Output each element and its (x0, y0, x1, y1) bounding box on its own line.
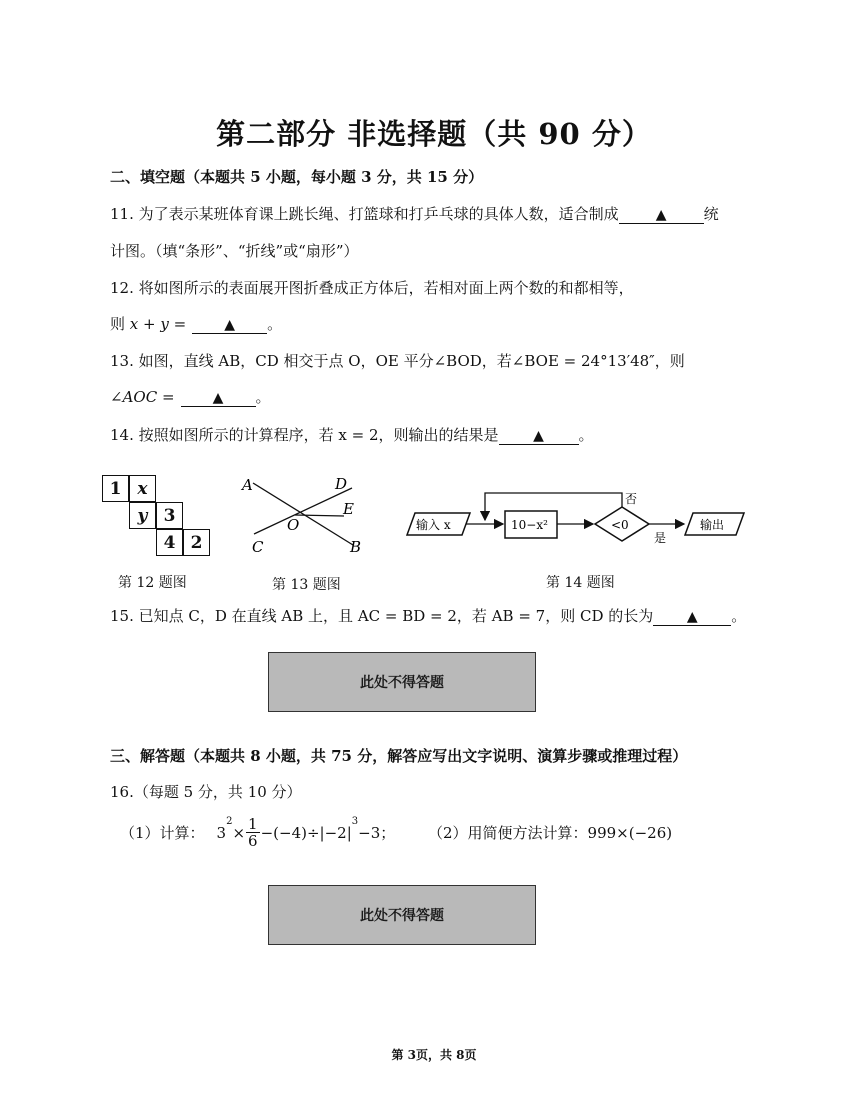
label-e: E (343, 500, 354, 518)
figure-14-flowchart (400, 480, 750, 550)
no-answer-box: 此处不得答题 (268, 652, 536, 712)
ray-oe (295, 515, 344, 516)
q11-text: 11. 为了表示某班体育课上跳长绳、打篮球和打乒乓球的具体人数，适合制成 (110, 205, 619, 223)
net-cell: 4 (156, 529, 183, 556)
question-15-line: 15. 已知点 C，D 在直线 AB 上，且 AC = BD = 2，若 AB = 7，则 CD 的长为 ▲ 。 (110, 607, 747, 625)
net-cell: x (129, 475, 156, 502)
output-label: 输出 (700, 518, 725, 532)
question-11-line2: 计图。（填“条形”、“折线”或“扇形”） (110, 242, 359, 260)
q12-expression: x + y = (129, 315, 187, 333)
question-12-line1: 12. 将如图所示的表面展开图折叠成正方体后，若相对面上两个数的和都相等， (110, 279, 634, 297)
line-cd (254, 488, 352, 534)
net-cell: 3 (156, 502, 183, 529)
label-d: D (335, 475, 348, 493)
page-title: 第二部分 非选择题（共 90 分） (216, 117, 652, 151)
net-cell: 1 (102, 475, 129, 502)
decision-label: <0 (611, 518, 629, 532)
label-c: C (252, 538, 264, 556)
q11-text-b: 统 (703, 205, 719, 223)
label-o: O (287, 516, 300, 534)
question-11-line1 (110, 203, 719, 224)
question-16-heading: 16.（每题 5 分，共 10 分） (110, 783, 302, 801)
net-cell: y (129, 502, 156, 529)
figure-12-caption: 第 12 题图 (118, 575, 187, 591)
no-answer-box: 此处不得答题 (268, 885, 536, 945)
q11-answer-blank: ▲ (619, 207, 704, 224)
question-13-line1: 13. 如图，直线 AB，CD 相交于点 O，OE 平分∠BOD，若∠BOE = 24°13′48″，则 (110, 352, 685, 370)
q13-answer-blank: ▲ (181, 390, 256, 407)
no-label: 否 (625, 492, 638, 506)
q12-answer-blank: ▲ (192, 317, 267, 334)
q15-answer-blank: ▲ (653, 609, 731, 626)
label-a: A (242, 476, 253, 494)
section3-heading: 三、解答题（本题共 8 小题，共 75 分，解答应写出文字说明、演算步骤或推理过程） (110, 747, 688, 765)
process-label: 10−x² (511, 518, 548, 532)
question-14-line: 14. 按照如图所示的计算程序，若 x = 2，则输出的结果是 ▲ 。 (110, 426, 594, 444)
input-label: 输入 x (416, 518, 451, 532)
section2-heading: 二、填空题（本题共 5 小题，每小题 3 分，共 15 分） (110, 168, 484, 186)
q13-expression: ∠AOC = (110, 388, 175, 406)
question-16-part1: （1）计算： 3 $^2$ × $\frac{1}{6}$ −(−4)÷|−2| $^3$ −3； (120, 815, 396, 850)
question-13-line2: ∠AOC = ▲ 。 (110, 388, 271, 406)
question-16-part2: （2）用简便方法计算：999×(−26) (428, 824, 673, 842)
net-cell: 2 (183, 529, 210, 556)
fraction-one-sixth: $\frac{1}{6}$ (248, 815, 258, 850)
label-b: B (350, 538, 362, 556)
question-12-line2: 则 x + y = ▲ 。 (110, 315, 283, 333)
figure-13-caption: 第 13 题图 (272, 577, 341, 593)
figure-14-caption: 第 14 题图 (546, 575, 615, 591)
page-footer: 第 3页，共 8页 (391, 1048, 477, 1062)
q14-answer-blank: ▲ (499, 428, 579, 445)
yes-label: 是 (654, 531, 667, 545)
figure-13-lines-diagram (240, 470, 380, 560)
